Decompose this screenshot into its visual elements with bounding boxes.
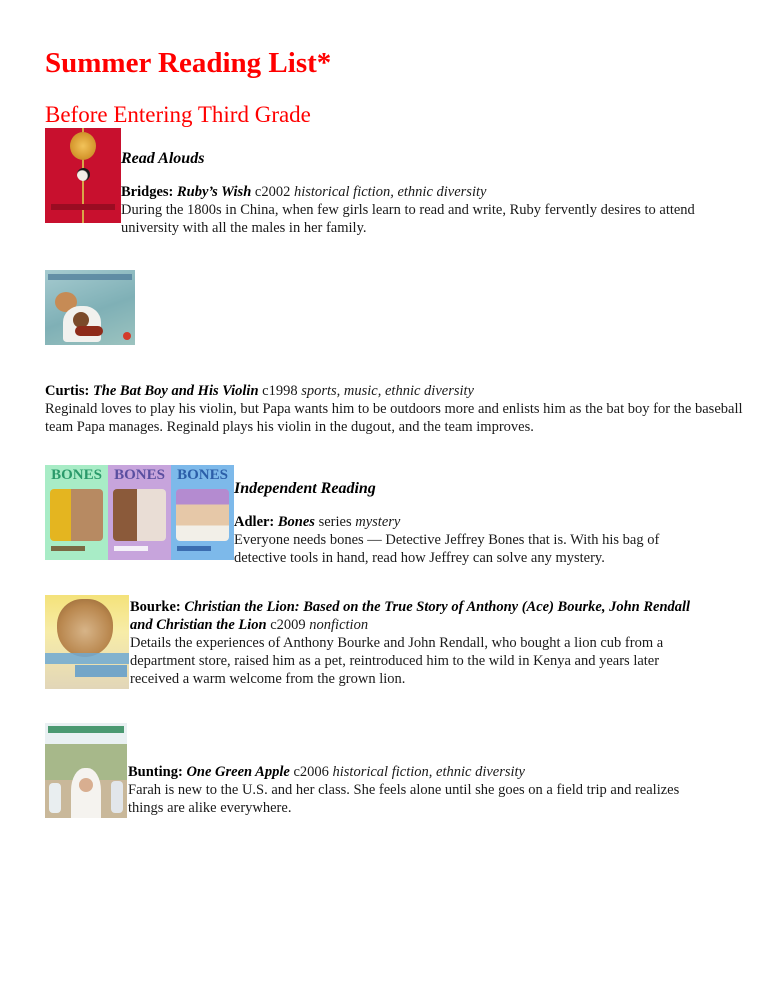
book-description: Reginald loves to play his violin, but Papa wants him to be outdoors more and enlists him as the bat boy for the baseball team Papa manages. Reginald plays his violin in the dugout, and the team improves. <box>45 401 743 435</box>
book-citation <box>121 183 741 201</box>
cover-decoration <box>77 168 90 181</box>
ruby-wish-cover-image <box>45 128 121 223</box>
cover-decoration <box>75 326 103 336</box>
bones-series-cover-images <box>45 465 234 560</box>
cover-title-band <box>75 665 127 677</box>
cover-decoration <box>71 768 101 818</box>
cover-illustration <box>176 489 229 541</box>
cover-title-band <box>48 274 132 280</box>
book-entry-rubys-wish <box>121 183 741 237</box>
book-title: The Bat Boy and His Violin <box>92 383 259 399</box>
book-year: c2006 <box>293 764 329 780</box>
section-heading-independent-reading: Independent Reading <box>234 480 376 497</box>
book-citation <box>234 513 714 531</box>
cover-decoration <box>49 783 61 813</box>
bones-cover-2 <box>108 465 171 560</box>
book-title: Bones <box>277 514 315 530</box>
book-entry-bat-boy-violin <box>45 382 745 436</box>
book-series-label: series <box>318 514 352 530</box>
book-citation <box>130 598 730 634</box>
book-description: Details the experiences of Anthony Bourke and John Rendall, who bought a lion cub from a department store, raised him as a pet, reintroduced him to the wild in Kenya and years later received a warm welcome from the grown lion. <box>130 635 664 687</box>
book-genre: historical fiction, ethnic diversity <box>293 184 487 200</box>
book-title: Ruby’s Wish <box>176 184 252 200</box>
bones-cover-3 <box>171 465 234 560</box>
book-description: During the 1800s in China, when few girls learn to read and write, Ruby fervently desires to attend university with all the males in her family. <box>121 202 695 236</box>
book-year: c2009 <box>270 617 306 633</box>
cover-decoration <box>57 599 113 657</box>
cover-author-band <box>51 546 85 551</box>
book-title: Christian the Lion: Based on the True Story of Anthony (Ace) Bourke, John Rendall <box>184 599 691 615</box>
cover-author-band <box>114 546 148 551</box>
book-description: Farah is new to the U.S. and her class. She feels alone until she goes on a field trip and realizes things are alike everywhere. <box>128 782 680 816</box>
book-genre: sports, music, ethnic diversity <box>301 383 474 399</box>
cover-title: BONES <box>51 467 102 483</box>
book-entry-one-green-apple <box>128 763 718 817</box>
book-genre: nonfiction <box>309 617 369 633</box>
cover-title-band <box>48 726 124 733</box>
cover-decoration <box>51 204 115 210</box>
book-year: c2002 <box>254 184 291 200</box>
cover-decoration <box>79 778 93 792</box>
page-title: Summer Reading List* <box>45 47 332 79</box>
book-citation <box>128 763 718 781</box>
cover-title: BONES <box>114 467 165 483</box>
christian-lion-cover-image <box>45 595 129 689</box>
cover-decoration <box>123 332 131 340</box>
book-title-continued: and Christian the Lion <box>130 617 267 633</box>
one-green-apple-cover-image <box>45 723 127 818</box>
book-entry-christian-lion <box>130 598 730 688</box>
page-subtitle: Before Entering Third Grade <box>45 102 311 127</box>
cover-illustration <box>113 489 166 541</box>
cover-author-band <box>177 546 211 551</box>
book-genre: historical fiction, ethnic diversity <box>332 764 525 780</box>
book-description: Everyone needs bones — Detective Jeffrey Bones that is. With his bag of detective tools in hand, read how Jeffrey can solve any mystery. <box>234 532 660 566</box>
book-author: Bunting: <box>128 764 183 780</box>
book-title: One Green Apple <box>186 764 290 780</box>
book-author: Adler: <box>234 514 275 530</box>
book-genre: mystery <box>355 514 401 530</box>
bones-cover-1 <box>45 465 108 560</box>
cover-decoration <box>70 132 96 160</box>
book-author: Curtis: <box>45 383 90 399</box>
book-author: Bourke: <box>130 599 181 615</box>
cover-title-band <box>45 653 129 664</box>
book-entry-bones <box>234 513 714 567</box>
cover-title: BONES <box>177 467 228 483</box>
book-author: Bridges: <box>121 184 174 200</box>
book-citation <box>45 382 745 400</box>
cover-decoration <box>111 781 123 813</box>
book-year: c1998 <box>262 383 298 399</box>
bat-boy-violin-cover-image <box>45 270 135 345</box>
cover-illustration <box>50 489 103 541</box>
section-heading-read-alouds: Read Alouds <box>121 150 205 167</box>
